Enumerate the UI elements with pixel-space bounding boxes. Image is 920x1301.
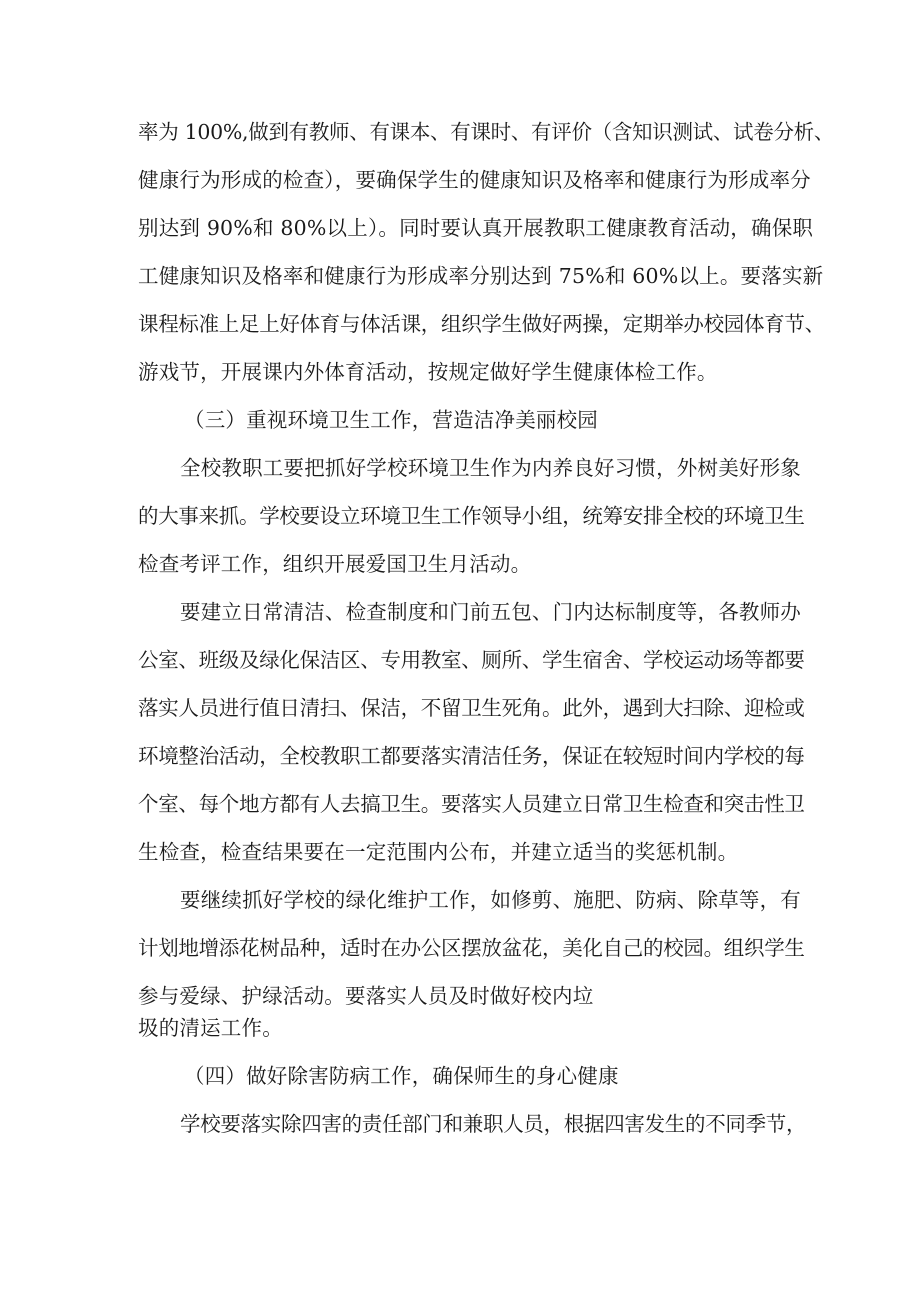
paragraph-line: 圾的清运工作。 xyxy=(138,1016,283,1040)
paragraph-line: 学校要落实除四害的责任部门和兼职人员，根据四害发生的不同季节， xyxy=(180,1112,807,1136)
paragraph-line: 检查考评工作，组织开展爱国卫生月活动。 xyxy=(138,552,532,576)
paragraph-line: 要继续抓好学校的绿化维护工作，如修剪、施肥、防病、除草等，有 xyxy=(180,888,801,912)
paragraph-line: 别达到 90%和 80%以上）。同时要认真开展教职工健康教育活动，确保职 xyxy=(138,216,814,240)
section-heading: （三）重视环境卫生工作，营造洁净美丽校园 xyxy=(184,408,598,432)
paragraph-line: 环境整治活动，全校教职工都要落实清洁任务，保证在较短时间内学校的每 xyxy=(138,744,805,768)
section-heading: （四）做好除害防病工作，确保师生的身心健康 xyxy=(184,1064,619,1088)
paragraph-line: 生检查，检查结果要在一定范围内公布，并建立适当的奖惩机制。 xyxy=(138,840,739,864)
paragraph-line: 个室、每个地方都有人去搞卫生。要落实人员建立日常卫生检查和突击性卫 xyxy=(138,792,805,816)
paragraph-line: 的大事来抓。学校要设立环境卫生工作领导小组，统筹安排全校的环境卫生 xyxy=(138,504,805,528)
paragraph-line: 全校教职工要把抓好学校环境卫生作为内养良好习惯，外树美好形象 xyxy=(180,456,801,480)
paragraph-line: 健康行为形成的检查），要确保学生的健康知识及格率和健康行为形成率分 xyxy=(138,168,811,192)
paragraph-line: 计划地增添花树品种，适时在办公区摆放盆花，美化自己的校园。组织学生 xyxy=(138,936,805,960)
paragraph-line: 课程标准上足上好体育与体活课，组织学生做好两操，定期举办校园体育节、 xyxy=(138,312,825,336)
paragraph-line: 工健康知识及格率和健康行为形成率分别达到 75%和 60%以上。要落实新 xyxy=(138,264,824,288)
paragraph-line: 落实人员进行值日清扫、保洁，不留卫生死角。此外，遇到大扫除、迎检或 xyxy=(138,696,805,720)
paragraph-line: 要建立日常清洁、检查制度和门前五包、门内达标制度等，各教师办 xyxy=(180,600,801,624)
paragraph-line: 率为 100%,做到有教师、有课本、有课时、有评价（含知识测试、试卷分析、 xyxy=(138,120,835,144)
paragraph-line: 公室、班级及绿化保洁区、专用教室、厕所、学生宿舍、学校运动场等都要 xyxy=(138,648,805,672)
paragraph-line: 游戏节，开展课内外体育活动，按规定做好学生健康体检工作。 xyxy=(138,360,718,384)
paragraph-line: 参与爱绿、护绿活动。要落实人员及时做好校内垃 xyxy=(138,984,594,1008)
